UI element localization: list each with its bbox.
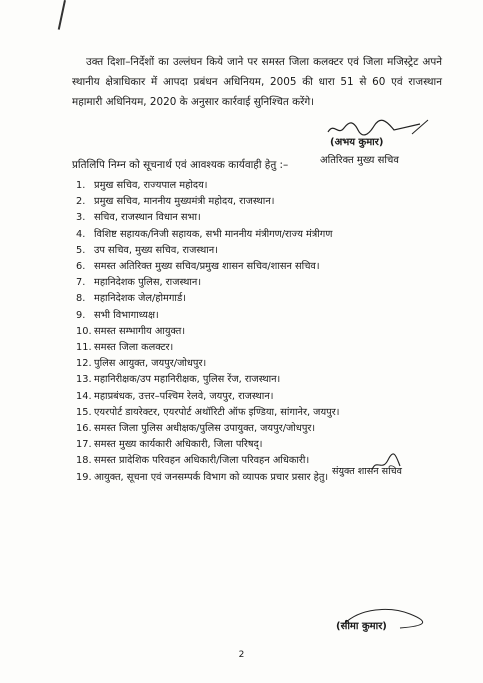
- recipient-list: [76, 178, 436, 486]
- recipient-item: [76, 308, 436, 324]
- recipient-number: 10.: [76, 325, 92, 337]
- recipient-text: महाप्रबंधक, उत्तर–पश्चिम रेलवे, जयपुर, राजस्थान।: [94, 390, 274, 402]
- signatory-3-name: (सीमा कुमार): [336, 621, 387, 632]
- recipient-number: 8.: [76, 293, 86, 305]
- recipient-text: महानिदेशक पुलिस, राजस्थान।: [94, 277, 202, 289]
- recipient-number: 19.: [76, 471, 92, 483]
- recipient-text: उप सचिव, मुख्य सचिव, राजस्थान।: [94, 244, 218, 256]
- recipient-number: 12.: [76, 358, 92, 370]
- recipient-number: 11.: [76, 342, 92, 354]
- recipient-item: [76, 389, 436, 405]
- recipient-number: 15.: [76, 406, 92, 418]
- body-paragraph-text: उक्त दिशा–निर्देशों का उल्लंघन किये जाने पर समस्त जिला कलक्टर एवं जिला मजिस्ट्रेट अपने स्थानीय क्षेत्राधिकार में आपदा प्रबंधन अधिनियम, 2005 की धारा 51 से 60 एवं राजस्थान महामारी अधिनियम, 2020 के अनुसार कार्रवाई सुनिश्चित करेंगे।: [72, 56, 442, 109]
- recipient-text: सभी विभागाध्यक्ष।: [94, 309, 159, 321]
- page-number: 2: [238, 650, 245, 660]
- recipient-text: प्रमुख सचिव, राज्यपाल महोदय।: [94, 180, 208, 191]
- recipient-item: [76, 275, 436, 291]
- recipient-item: [76, 324, 436, 340]
- recipient-number: 1.: [76, 180, 86, 191]
- signatory-1-name: (अभय कुमार): [330, 137, 384, 148]
- recipient-text: महानिदेशक जेल/होमगार्ड।: [94, 293, 186, 305]
- recipient-number: 7.: [76, 277, 86, 289]
- recipient-item: [76, 405, 436, 421]
- recipient-item: [76, 178, 436, 194]
- recipient-item: [76, 291, 436, 307]
- signatory-2-designation: संयुक्त शासन सचिव: [332, 466, 402, 477]
- recipient-text: समस्त जिला पुलिस अधीक्षक/पुलिस उपायुक्त, जयपुर/जोधपुर।: [94, 423, 316, 435]
- signatory-1-designation: अतिरिक्त मुख्य सचिव: [320, 155, 399, 166]
- recipient-item: [76, 210, 436, 226]
- recipient-item: [76, 194, 436, 210]
- recipient-text: सचिव, राजस्थान विधान सभा।: [94, 212, 201, 224]
- recipient-item: [76, 243, 436, 259]
- recipient-number: 14.: [76, 390, 92, 402]
- copy-intro: प्रतिलिपि निम्न को सूचनार्थ एवं आवश्यक कार्यवाही हेतु :–: [72, 159, 289, 171]
- recipient-text: समस्त जिला कलक्टर।: [94, 342, 174, 354]
- recipient-item: [76, 421, 436, 437]
- recipient-text: महानिरीक्षक/उप महानिरीक्षक, पुलिस रेंज, राजस्थान।: [94, 374, 281, 386]
- recipient-number: 17.: [76, 439, 92, 451]
- recipient-number: 5.: [76, 244, 86, 256]
- recipient-number: 9.: [76, 309, 86, 321]
- recipient-number: 2.: [76, 196, 86, 208]
- recipient-item: [76, 356, 436, 372]
- recipient-number: 18.: [76, 455, 92, 467]
- recipient-number: 4.: [76, 228, 86, 240]
- recipient-number: 16.: [76, 423, 92, 435]
- signature-block-1: [296, 118, 456, 166]
- recipient-text: समस्त अतिरिक्त मुख्य सचिव/प्रमुख शासन सचिव/शासन सचिव।: [94, 261, 320, 273]
- scan-edge-mark: [58, 0, 66, 30]
- recipient-number: 13.: [76, 374, 92, 386]
- recipient-number: 6.: [76, 261, 86, 273]
- recipient-text: एयरपोर्ट डायरेक्टर, एयरपोर्ट अथॉरिटी ऑफ इण्डिया, सांगानेर, जयपुर।: [94, 406, 340, 418]
- recipient-item: [76, 227, 436, 243]
- recipient-item: [76, 340, 436, 356]
- recipient-text: पुलिस आयुक्त, जयपुर/जोधपुर।: [94, 358, 207, 370]
- recipient-text: समस्त सम्भागीय आयुक्त।: [94, 325, 186, 337]
- recipient-text: प्रमुख सचिव, माननीय मुख्यमंत्री महोदय, राजस्थान।: [94, 196, 275, 208]
- recipient-item: [76, 372, 436, 388]
- recipient-text: आयुक्त, सूचना एवं जनसम्पर्क विभाग को व्यापक प्रचार प्रसार हेतु।: [94, 471, 329, 483]
- recipient-text: समस्त मुख्य कार्यकारी अधिकारी, जिला परिषद्।: [94, 439, 263, 451]
- recipient-text: विशिष्ट सहायक/निजी सहायक, सभी माननीय मंत्रीगण/राज्य मंत्रीगण: [94, 228, 333, 240]
- recipient-text: समस्त प्रादेशिक परिवहन अधिकारी/जिला परिवहन अधिकारी।: [94, 455, 310, 467]
- recipient-number: 3.: [76, 212, 86, 224]
- recipient-item: [76, 259, 436, 275]
- body-paragraph: [72, 52, 442, 112]
